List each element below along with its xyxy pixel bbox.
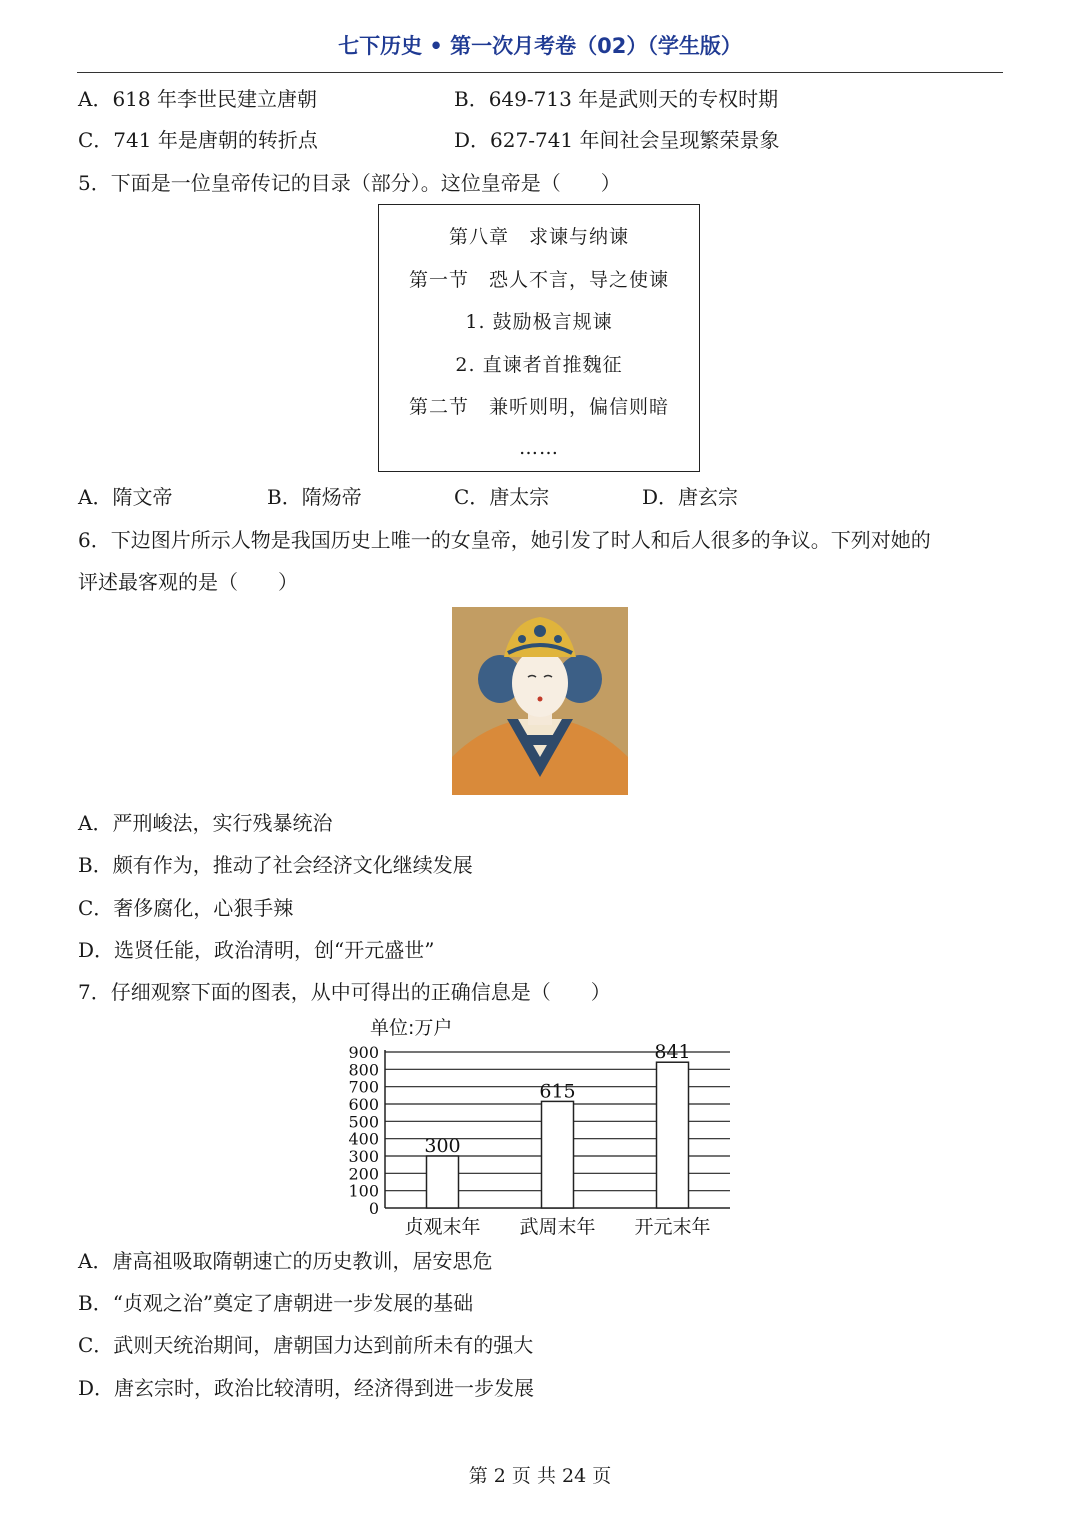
- chart-y-tick-label: 600: [348, 1095, 379, 1114]
- q5-table-of-contents: [378, 204, 700, 472]
- q5-option-b[interactable]: B．隋炀帝: [267, 485, 362, 509]
- chart-y-tick-label: 300: [348, 1147, 379, 1166]
- chart-y-tick-label: 700: [348, 1077, 379, 1097]
- chart-y-tick-label: 0: [368, 1199, 379, 1218]
- q7-option-c[interactable]: C．武则天统治期间，唐朝国力达到前所未有的强大: [78, 1333, 534, 1357]
- q4-option-a[interactable]: A．618 年李世民建立唐朝: [78, 87, 317, 111]
- empress-portrait-image: [452, 607, 628, 795]
- chart-bar: [657, 1062, 689, 1208]
- q7-option-a[interactable]: A．唐高祖吸取隋朝速亡的历史教训，居安思危: [78, 1249, 493, 1273]
- q6-option-a[interactable]: A．严刑峻法，实行残暴统治: [78, 811, 333, 835]
- chart-x-category-label: 武周末年: [519, 1216, 596, 1238]
- toc-item-2: 2. 直谏者首推魏征: [455, 354, 623, 376]
- q6-stem-line-2: 评述最客观的是（ ）: [78, 570, 298, 594]
- q5-option-c[interactable]: C．唐太宗: [454, 485, 550, 509]
- chart-bar: [427, 1156, 459, 1208]
- chart-y-tick-label: 200: [348, 1164, 379, 1184]
- chart-y-tick-label: 500: [348, 1112, 379, 1132]
- q6-stem-line-1: 6．下边图片所示人物是我国历史上唯一的女皇帝，她引发了时人和后人很多的争议。下列对她的: [78, 528, 931, 552]
- households-bar-chart: [330, 1012, 750, 1244]
- header-divider: [77, 72, 1003, 73]
- chart-y-tick-label: 400: [348, 1129, 379, 1149]
- chart-y-tick-label: 900: [348, 1043, 379, 1062]
- q6-option-d[interactable]: D．选贤任能，政治清明，创“开元盛世”: [78, 938, 435, 962]
- q5-option-d[interactable]: D．唐玄宗: [642, 485, 739, 509]
- toc-chapter: 第八章 求谏与纳谏: [448, 226, 629, 248]
- chart-bar-value-label: 615: [539, 1080, 576, 1103]
- chart-y-tick-label: 100: [348, 1181, 379, 1201]
- chart-x-category-label: 贞观末年: [404, 1216, 481, 1238]
- q4-option-b[interactable]: B．649-713 年是武则天的专权时期: [454, 87, 779, 111]
- page-header-title: 七下历史 • 第一次月考卷（02）（学生版）: [338, 34, 742, 58]
- page-number-footer: 第 2 页 共 24 页: [468, 1465, 612, 1487]
- q7-option-b[interactable]: B．“贞观之治”奠定了唐朝进一步发展的基础: [78, 1291, 474, 1315]
- q5-option-a[interactable]: A．隋文帝: [78, 485, 173, 509]
- q7-option-d[interactable]: D．唐玄宗时，政治比较清明，经济得到进一步发展: [78, 1376, 535, 1400]
- chart-bar-value-label: 841: [654, 1041, 691, 1064]
- q4-option-d[interactable]: D．627-741 年间社会呈现繁荣景象: [454, 128, 780, 152]
- q7-stem: 7．仔细观察下面的图表，从中可得出的正确信息是（ ）: [78, 980, 611, 1004]
- q5-stem: 5．下面是一位皇帝传记的目录（部分）。这位皇帝是（ ）: [78, 171, 621, 195]
- chart-x-category-label: 开元末年: [634, 1216, 711, 1238]
- q6-option-b[interactable]: B．颇有作为，推动了社会经济文化继续发展: [78, 853, 473, 877]
- chart-bar-value-label: 300: [424, 1135, 461, 1157]
- toc-section-2: 第二节 兼听则明，偏信则暗: [408, 396, 669, 418]
- toc-ellipsis: ……: [519, 437, 559, 459]
- chart-y-tick-label: 800: [348, 1060, 379, 1080]
- toc-item-1: 1. 鼓励极言规谏: [465, 311, 613, 333]
- q6-option-c[interactable]: C．奢侈腐化，心狠手辣: [78, 896, 294, 920]
- chart-unit-label: 单位:万户: [370, 1017, 453, 1039]
- chart-bar: [542, 1101, 574, 1208]
- q4-option-c[interactable]: C．741 年是唐朝的转折点: [78, 128, 318, 152]
- toc-section-1: 第一节 恐人不言，导之使谏: [408, 269, 669, 291]
- chart-svg: [330, 1012, 750, 1244]
